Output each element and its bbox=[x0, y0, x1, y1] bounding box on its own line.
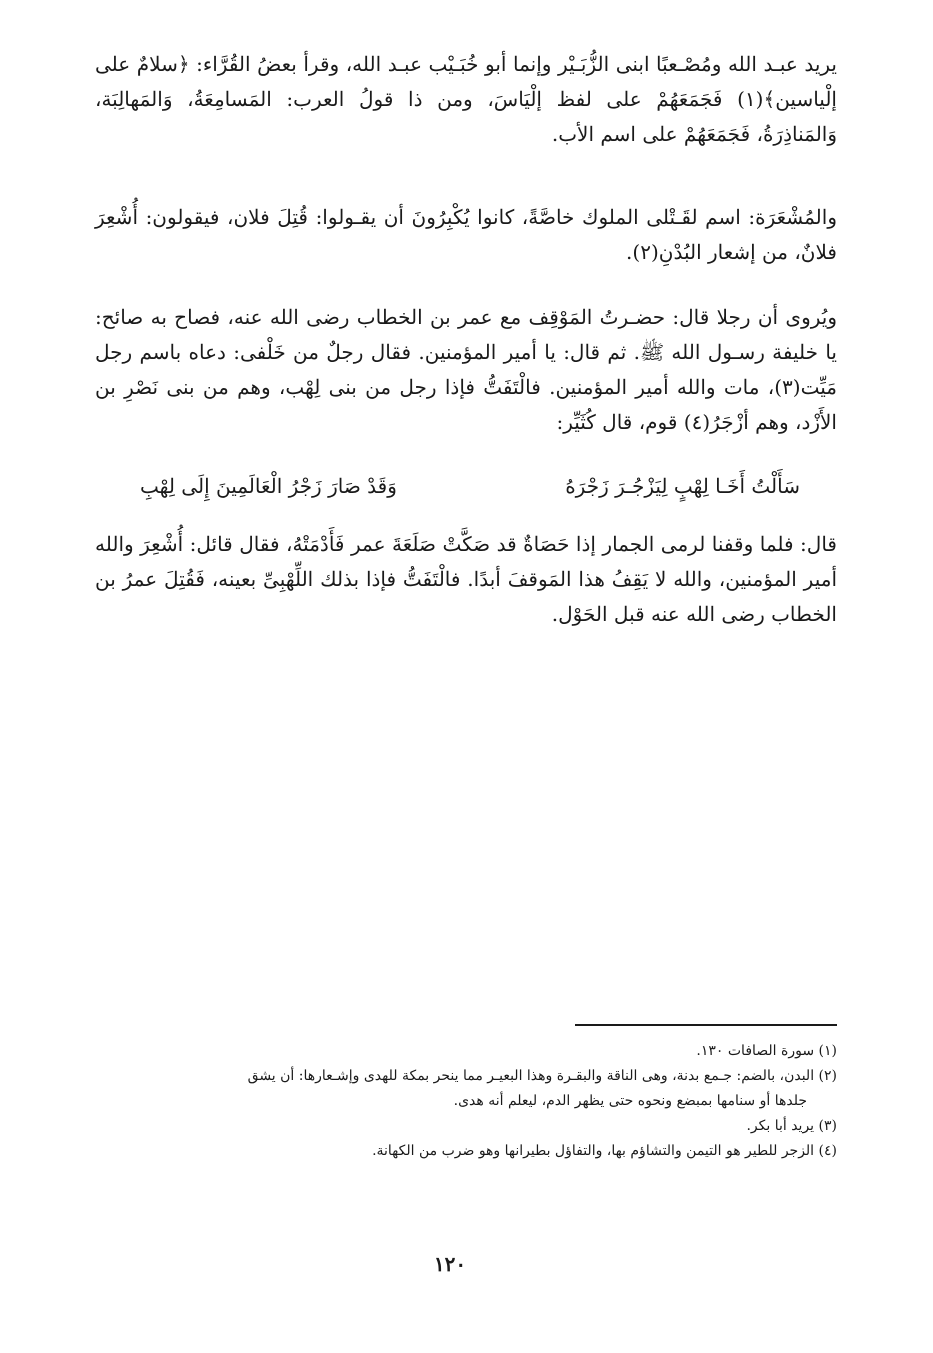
footnote-4: (٤) الزجر للطير هو التيمن والتشاؤم بها، والتفاؤل بطيرانها وهو ضرب من الكهانة. bbox=[372, 1143, 837, 1159]
paragraph-3: ويُروى أن رجلا قال: حضـرتُ المَوْقِف مع عمر بن الخطاب رضى الله عنه، فصاح به صائح: يا خليفة رسـول الله ﷺ. ثم قال: يا أمير المؤمنين. فقال رجلٌ من خَلْفى: دعاه باسم رجل مَيِّت(٣)، مات والله أمير المؤمنين. فالْتَفَتُّ فإذا رجل من بنى لِهْب، وهم من بنى نَصْرِ بن الأَزْد، وهم أزْجَرُ(٤) قوم، قال كُثَيِّر: bbox=[95, 305, 837, 434]
footnote-1: (١) سورة الصافات ١٣٠. bbox=[696, 1043, 837, 1059]
paragraph-4: قال: فلما وقفنا لرمى الجمار إذا حَصَاةٌ قد صَكَّتْ صَلَعَةَ عمر فَأَدْمَتْهُ، فقال قائل: أُشْعِرَ والله أمير المؤمنين، والله لا يَقِفُ هذا المَوقفَ أبدًا. فالْتَفَتُّ فإذا بذلك اللِّهْبِىِّ بعينه، فَقُتِلَ عمرُ بن الخطاب رضى الله عنه قبل الحَوْل. bbox=[95, 532, 837, 626]
verse-second-hemistich: وَقَدْ صَارَ زَجْرُ الْعَالَمِينَ إِلَى لِهْبِ bbox=[140, 474, 397, 498]
paragraph-1: يريد عبـد الله ومُصْـعبًا ابنى الزُّبَـيْر وإنما أبو خُبَـيْب عبـد الله، وقرأ بعضُ القُرَّاء: ﴿سلامٌ على إلْياسين﴾(١) فَجَمَعَهُمْ على لفظ إلْيَاسَ، ومن ذا قولُ العرب: المَسامِعَةُ، وَالمَهالِبَة، وَالمَناذِرَةُ، فَجَمَعَهُمْ على اسم الأب. bbox=[95, 52, 837, 146]
verse-first-hemistich: سَأَلْتُ أَخَـا لِهْبٍ لِيَزْجُـرَ زَجْرَهُ bbox=[565, 474, 800, 498]
poetry-verse bbox=[140, 474, 800, 510]
page-number: ١٢٠ bbox=[433, 1252, 467, 1276]
footnote-2: (٢) البدن، بالضم: جـمع بدنة، وهى الناقة والبقـرة وهذا البعيـر مما ينحر بمكة للهدى وإشـعارها: أن يشق bbox=[247, 1068, 837, 1084]
footnote-3: (٣) يريد أبا بكر. bbox=[746, 1118, 837, 1134]
footnotes bbox=[100, 1040, 837, 1165]
footnote-2-continued: جلدها أو سنامها بمبضع ونحوه حتى يظهر الدم، ليعلم أنه هدى. bbox=[453, 1093, 807, 1109]
footnote-divider bbox=[575, 1024, 837, 1026]
paragraph-2: والمُشْعَرَة: اسم لقَـتْلى الملوك خاصَّةً، كانوا يُكْبِرُونَ أن يقـولوا: قُتِلَ فلان، فيقولون: أُشْعِرَ فلانٌ، من إشعار البُدْنِ(٢). bbox=[95, 205, 837, 264]
